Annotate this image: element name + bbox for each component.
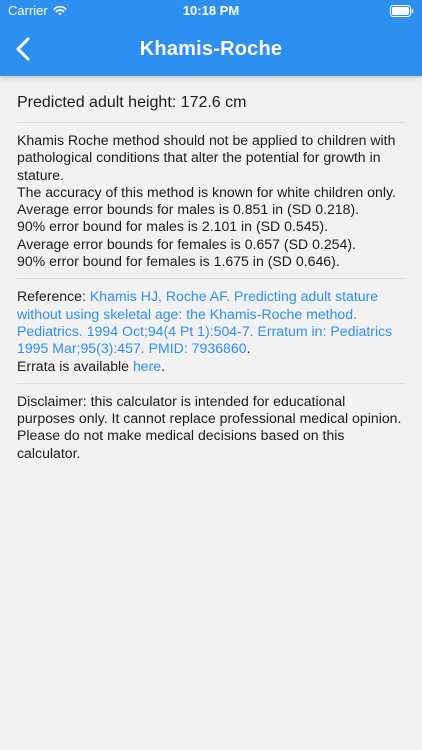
- page-title: Khamis-Roche: [139, 38, 283, 60]
- status-time: 10:18 PM: [182, 3, 240, 18]
- note-line: 90% error bound for males is 2.101 in (SD 0.545).: [17, 218, 329, 235]
- reference-prefix: Reference:: [17, 288, 90, 305]
- predicted-height-result: Predicted adult height: 172.6 cm: [17, 92, 405, 123]
- errata-link[interactable]: here: [132, 357, 162, 374]
- header: [0, 0, 422, 76]
- note-line: Khamis Roche method should not be applied to children with pathological conditions that alter the potential for growth in stature.: [17, 132, 396, 183]
- method-notes: [17, 123, 405, 279]
- disclaimer-section: [17, 384, 405, 470]
- back-button[interactable]: [8, 32, 38, 66]
- navigation-bar: [0, 22, 422, 76]
- errata-prefix: Errata is available: [17, 357, 133, 374]
- note-line: Average error bounds for females is 0.657 (SD 0.254).: [17, 235, 356, 252]
- battery-icon: [390, 5, 414, 17]
- note-line: 90% error bound for females is 1.675 in (SD 0.646).: [17, 253, 340, 270]
- reference-text: [17, 288, 405, 357]
- carrier-label: Carrier: [8, 3, 48, 18]
- reference-end: .: [246, 340, 251, 357]
- note-line: The accuracy of this method is known for white children only.: [17, 183, 396, 200]
- errata-end: .: [161, 357, 166, 374]
- note-line: Average error bounds for males is 0.851 in (SD 0.218).: [17, 201, 360, 218]
- status-bar: [0, 0, 422, 22]
- errata-text: [17, 358, 405, 375]
- reference-citation-link[interactable]: Khamis HJ, Roche AF. Predicting adult stature without using skeletal age: the Khamis-Roche method. Pediatrics. 1994 Oct;94(4 Pt 1):504-7. Erratum in: Pediatrics 1995 Mar;95(3):457. PMID: 7936860: [17, 288, 393, 357]
- content: [17, 92, 405, 470]
- disclaimer-text: Disclaimer: this calculator is intended for educational purposes only. It cannot replace professional medical opinion. Please do not make medical decisions based on this calculator.: [17, 392, 402, 461]
- reference-section: [17, 279, 405, 383]
